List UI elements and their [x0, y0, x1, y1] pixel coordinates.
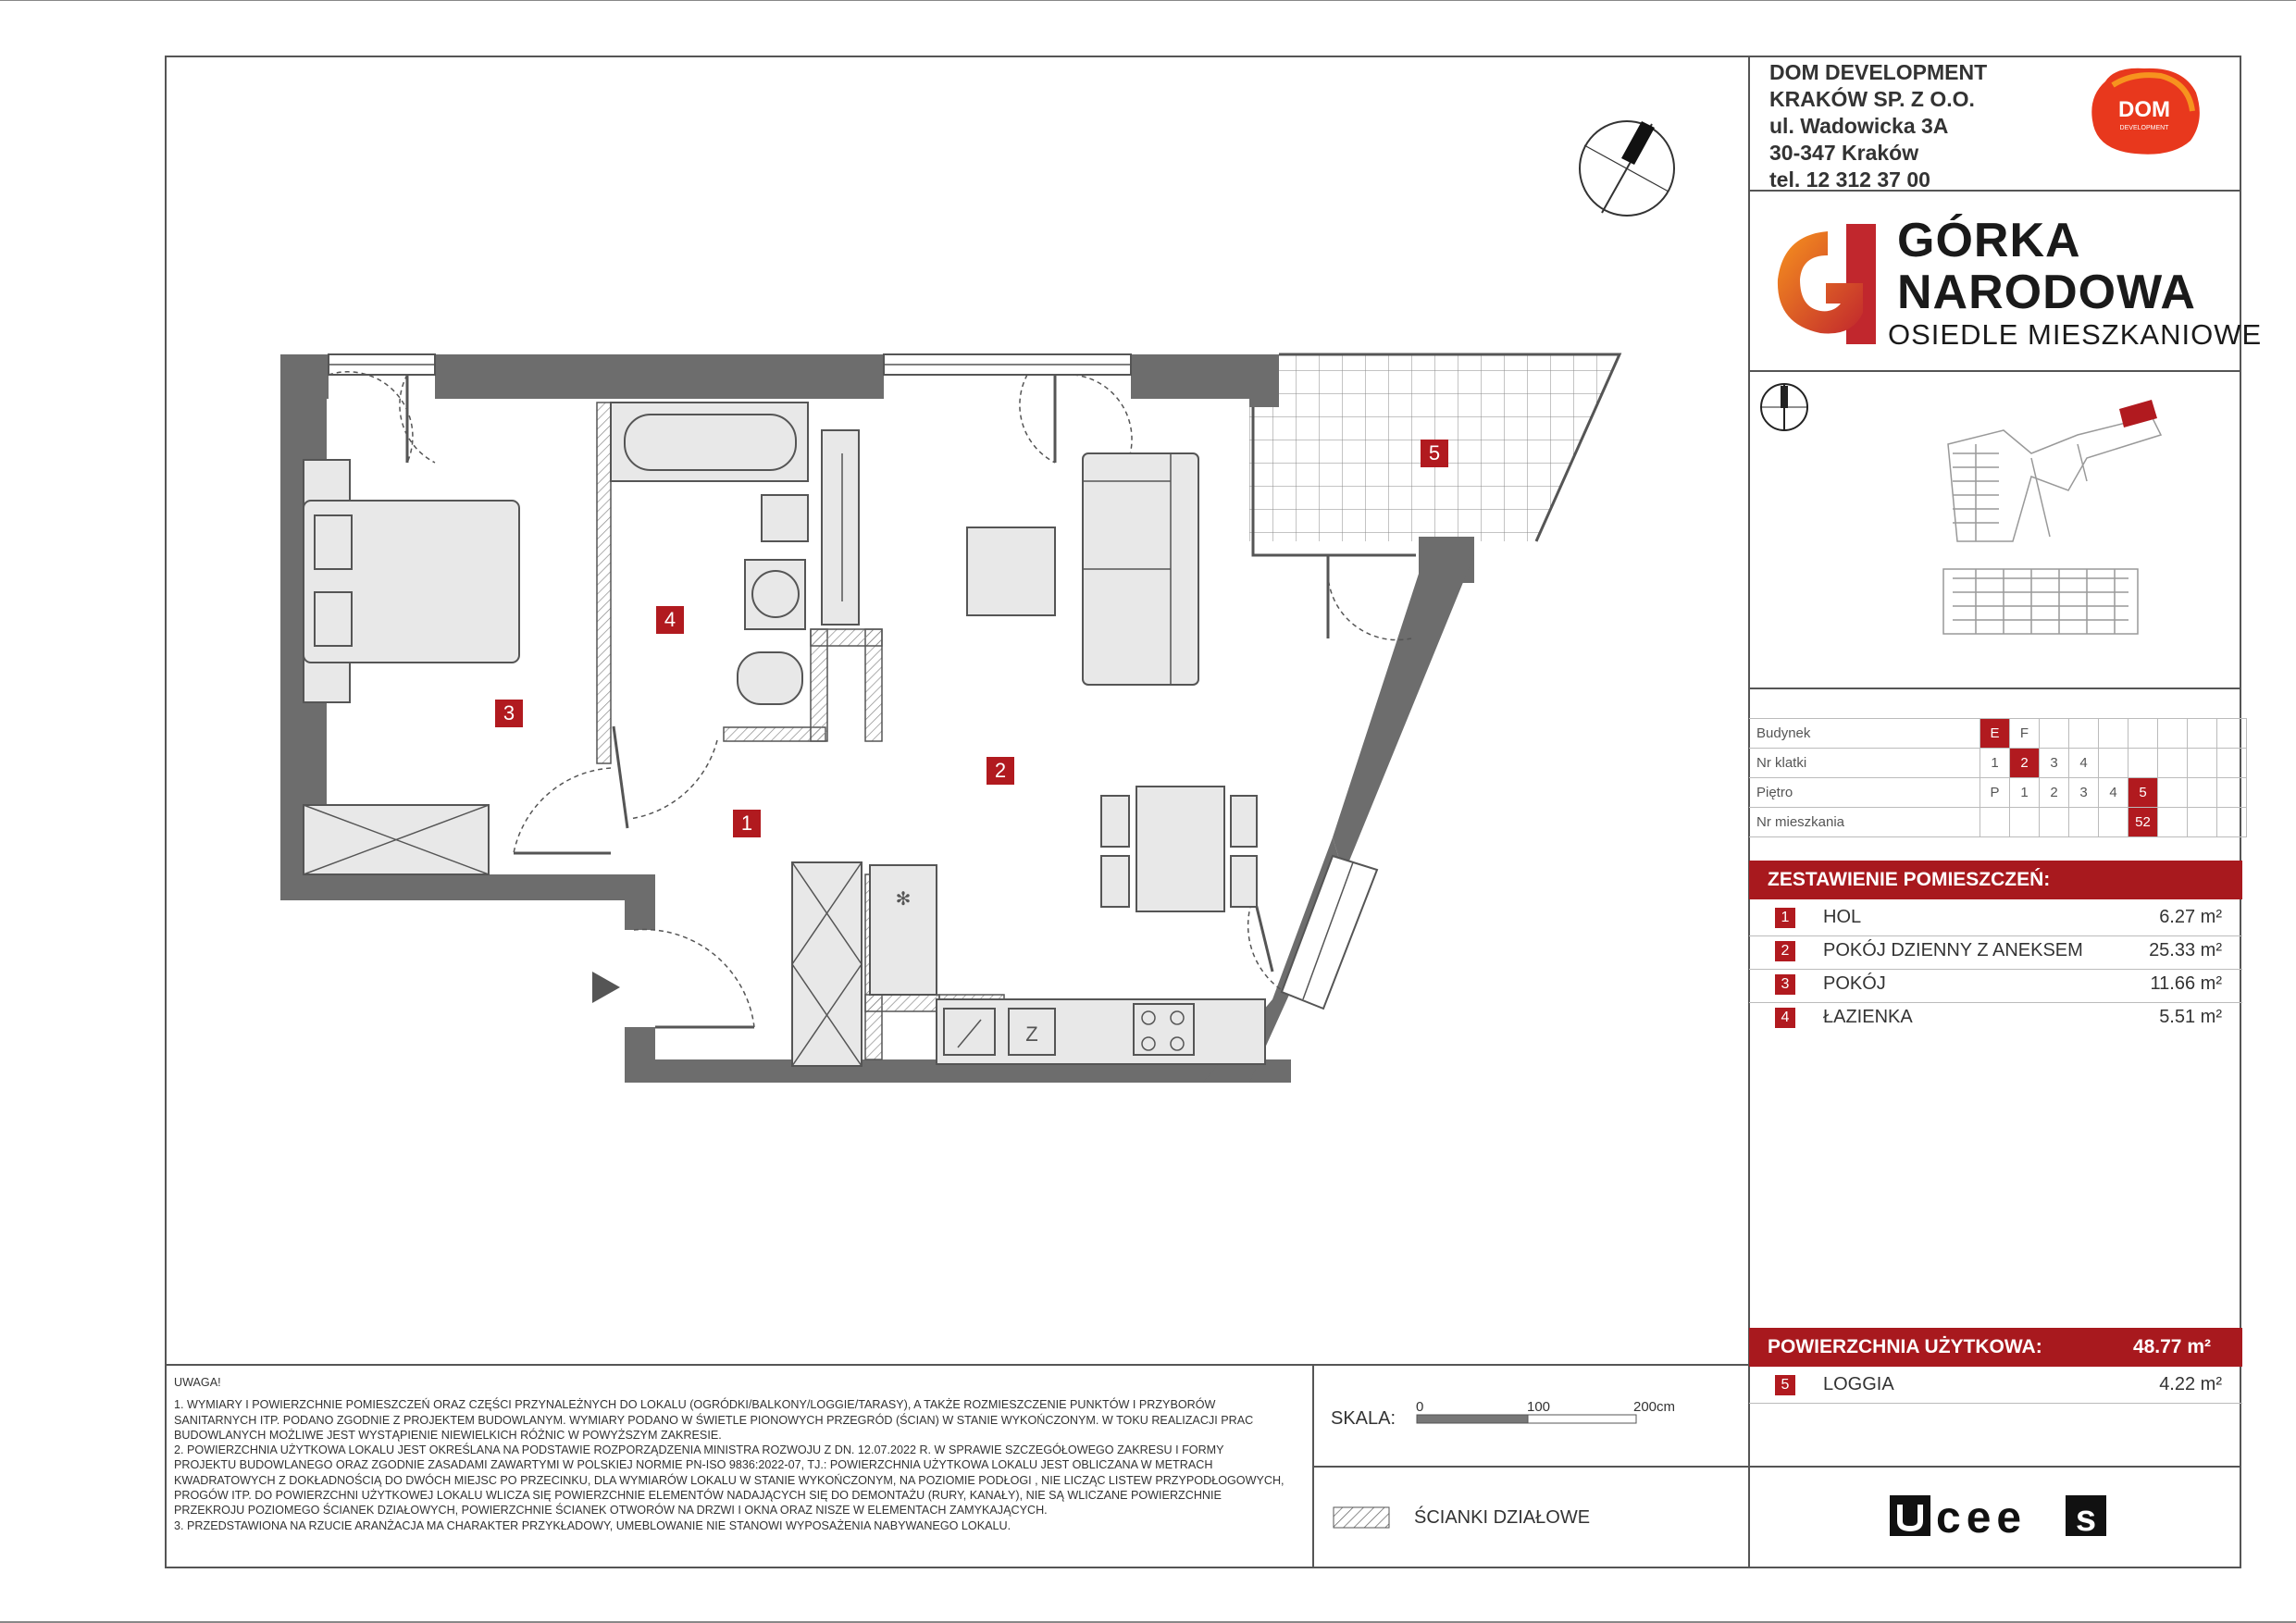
unit-info-row: [1749, 808, 2247, 837]
unit-info-cell: [2158, 749, 2188, 778]
unit-info-cell: 52: [2128, 808, 2158, 837]
unit-info-cell: 1: [1980, 749, 2010, 778]
unit-info-cell: [2010, 808, 2040, 837]
unit-info-cell: [2040, 808, 2069, 837]
room-row: [1749, 1002, 2242, 1035]
unit-info-cell: 5: [2128, 778, 2158, 808]
room-name: POKÓJ: [1823, 973, 1886, 994]
key-plan: [1754, 379, 2235, 685]
usable-area-value: 48.77 m²: [2132, 1336, 2211, 1357]
company-name-2: KRAKÓW SP. Z O.O.: [1769, 87, 1975, 111]
room-number-badge: 2: [1775, 941, 1795, 961]
unit-info-label: Budynek: [1749, 719, 1980, 749]
room-area: 11.66 m²: [2150, 973, 2222, 994]
room-row: [1749, 969, 2242, 1003]
dom-development-logo: [2087, 65, 2207, 157]
unit-info-cell: [2158, 719, 2188, 749]
company-city: 30-347 Kraków: [1769, 141, 1919, 165]
room-area: 6.27 m²: [2159, 907, 2222, 927]
room-number-badge: 1: [1775, 908, 1795, 928]
room-number-badge: 5: [1775, 1375, 1795, 1395]
scale-label: SKALA:: [1331, 1408, 1396, 1429]
unit-info-cell: [1980, 808, 2010, 837]
room-name: POKÓJ DZIENNY Z ANEKSEM: [1823, 940, 2083, 960]
logo-text: DOM: [2118, 97, 2170, 122]
north-arrow-icon: [1580, 121, 1674, 216]
notes-item-2: 2. POWIERZCHNIA UŻYTKOWA LOKALU JEST OKREŚLANA NA PODSTAWIE ROZPORZĄDZENIA MINISTRA ROZWOJU Z DN. 12.07.2022 R. W SPRAWIE SZCZEGÓŁOWEGO ZAKRESU I FORMY PROJEKTU BUDOWLANEGO ORAZ ZGODNIE ZASADAMI ZAWARTYMI W POLSKIEJ NORMIE PN-ISO 9836:2022-07, TJ.: POWIERZCHNIA UŻYTKOWA LOKALU JEST OBLICZANA W METRACH KWADRATOWYCH Z DOKŁADNOŚCIĄ DO DWÓCH MIEJSC PO PRZECINKU, DLA WYMIARÓW LOKALU W STANIE WYKOŃCZONYM, NA POZIOMIE PODŁOGI , NIE LICZĄC LISTEW PRZYPODŁOGOWYCH, PROGÓW ITP. DO POWIERZCHNI UŻYTKOWEJ LOKALU WLICZA SIĘ POWIERZCHNIE ELEMENTÓW NADAJĄCYCH SIĘ DO DEMONTAŻU (RURY, KANAŁY), NIE SĄ WLICZANE POWIERZCHNIE PRZEKROJU POZIOMEGO ŚCIANEK DZIAŁOWYCH, POWIERZCHNIE ŚCIANEK OTWORÓW NA DRZWI I OKNA ORAZ NISZE W ELEMENTACH ZAMYKAJĄCYCH.: [174, 1443, 1285, 1518]
usable-area-label: POWIERZCHNIA UŻYTKOWA:: [1768, 1336, 2042, 1357]
unit-info-row: [1749, 719, 2247, 749]
keyplan-unit-highlight: [2119, 400, 2157, 427]
legend-divider: [1312, 1466, 1749, 1468]
room-area: 4.22 m²: [2159, 1374, 2222, 1394]
unit-info-cell: [2188, 778, 2217, 808]
unit-info-row: [1749, 749, 2247, 778]
unit-info-cell: [2128, 749, 2158, 778]
room-area: 5.51 m²: [2159, 1007, 2222, 1027]
svg-text:s: s: [2075, 1498, 2097, 1539]
unit-info-cell: [2217, 719, 2247, 749]
company-phone: tel. 12 312 37 00: [1769, 167, 1930, 192]
project-divider: [1748, 370, 2241, 372]
room-number-badge: 4: [1775, 1008, 1795, 1028]
unit-info-cell: 1: [2010, 778, 2040, 808]
entrance-arrow-icon: [592, 972, 620, 1003]
scale-bar: [1416, 1414, 1638, 1425]
unit-info-cell: F: [2010, 719, 2040, 749]
unit-info-cell: [2069, 719, 2099, 749]
scale-tick-0: 0: [1416, 1399, 1424, 1415]
unit-info-cell: [2217, 749, 2247, 778]
unit-info-cell: [2188, 808, 2217, 837]
room-name: ŁAZIENKA: [1823, 1007, 1913, 1027]
project-title-1: GÓRKA: [1897, 214, 2081, 267]
unit-info-cell: [2128, 719, 2158, 749]
project-subtitle: OSIEDLE MIESZKANIOWE: [1888, 318, 2263, 351]
partition-hatch-icon: [1333, 1506, 1390, 1529]
notes-item-1: 1. WYMIARY I POWIERZCHNIE POMIESZCZEŃ ORAZ CZĘŚCI PRZYNALEŻNYCH DO LOKALU (OGRÓDKI/BALKONY/LOGGIE/TARASY), A TAKŻE ROZMIESZCZENIE PUNKTÓW I PRZYBORÓW SANITARNYCH ITP. PODANO ZGODNIE Z PROJEKTEM BUDOWLANYM. WYMIARY PODANO W ŚWIETLE PIONOWYCH PRZEGRÓD (ŚCIAN) W STANIE WYKOŃCZONYM. W TOKU REALIZACJI PRAC BUDOWLANYCH MOŻLIWE JEST WYSTĄPIENIE NIEWIELKICH RÓŻNIC W POWYŻSZYM ZAKRESIE.: [174, 1398, 1254, 1442]
notes-heading: UWAGA!: [174, 1376, 221, 1389]
unit-info-cell: 2: [2040, 778, 2069, 808]
room-row: [1749, 935, 2242, 970]
plan-marker-5: 5: [1421, 440, 1448, 467]
usable-area-bar: [1749, 1328, 2242, 1367]
unit-info-cell: [2099, 749, 2128, 778]
keyplan-divider: [1748, 688, 2241, 689]
notes-item-3: 3. PRZEDSTAWIONA NA RZUCIE ARANŻACJA MA CHARAKTER PRZYKŁADOWY, UMEBLOWANIE NIE STANOWI WYPOSAŻENIA NABYWANEGO LOKALU.: [174, 1518, 1011, 1532]
plan-marker-2: 2: [987, 757, 1014, 785]
unit-info-cell: [2099, 719, 2128, 749]
plan-marker-4: 4: [656, 606, 684, 634]
unit-info-cell: E: [1980, 719, 2010, 749]
project-title: [1897, 215, 2196, 318]
plan-marker-1: 1: [733, 810, 761, 837]
notes-divider: [165, 1364, 1749, 1366]
room-row: [1749, 902, 2242, 936]
unit-info-cell: [2188, 719, 2217, 749]
company-info: [1769, 59, 1987, 193]
project-title-2: NARODOWA: [1897, 266, 2196, 319]
unit-info-cell: [2217, 808, 2247, 837]
unit-info-cell: [2040, 719, 2069, 749]
fridge-icon: ✻: [895, 889, 912, 910]
ucees-logo-text: cee: [1936, 1493, 2028, 1542]
unit-info-cell: 4: [2099, 778, 2128, 808]
unit-info-cell: [2099, 808, 2128, 837]
unit-info-cell: 2: [2010, 749, 2040, 778]
unit-info-label: Piętro: [1749, 778, 1980, 808]
keyplan-north-icon: [1761, 384, 1807, 430]
company-street: ul. Wadowicka 3A: [1769, 114, 1949, 138]
unit-info-table: [1749, 718, 2247, 837]
company-name-1: DOM DEVELOPMENT: [1769, 60, 1988, 84]
room-name: LOGGIA: [1823, 1374, 1894, 1394]
unit-info-row: [1749, 778, 2247, 808]
room-name: HOL: [1823, 907, 1862, 927]
plan-marker-3: 3: [495, 700, 523, 727]
unit-info-cell: 3: [2040, 749, 2069, 778]
unit-info-cell: [2158, 778, 2188, 808]
unit-info-cell: P: [1980, 778, 2010, 808]
scale-tick-200: 200cm: [1633, 1399, 1676, 1415]
logo-subtext: DEVELOPMENT: [2119, 125, 2169, 131]
gorka-narodowa-logo: [1772, 222, 1883, 347]
scale-tick-100: 100: [1527, 1399, 1551, 1415]
unit-info-cell: 4: [2069, 749, 2099, 778]
unit-info-cell: [2217, 778, 2247, 808]
unit-info-label: Nr mieszkania: [1749, 808, 1980, 837]
room-area: 25.33 m²: [2149, 940, 2222, 960]
unit-info-cell: [2069, 808, 2099, 837]
ucees-logo: [1888, 1492, 2110, 1543]
notes-block: [174, 1375, 1285, 1533]
partition-legend-label: ŚCIANKI DZIAŁOWE: [1414, 1507, 1591, 1528]
room-number-badge: 3: [1775, 974, 1795, 995]
unit-info-cell: 3: [2069, 778, 2099, 808]
unit-info-cell: [2158, 808, 2188, 837]
unit-info-label: Nr klatki: [1749, 749, 1980, 778]
keyplan-buildings: [1943, 416, 2161, 634]
unit-info-cell: [2188, 749, 2217, 778]
extra-room-row: [1749, 1369, 2242, 1404]
rooms-heading: ZESTAWIENIE POMIESZCZEŃ:: [1749, 861, 2242, 899]
brand-divider: [1748, 1466, 2241, 1468]
kitchen-z-mark: Z: [1025, 1022, 1038, 1046]
